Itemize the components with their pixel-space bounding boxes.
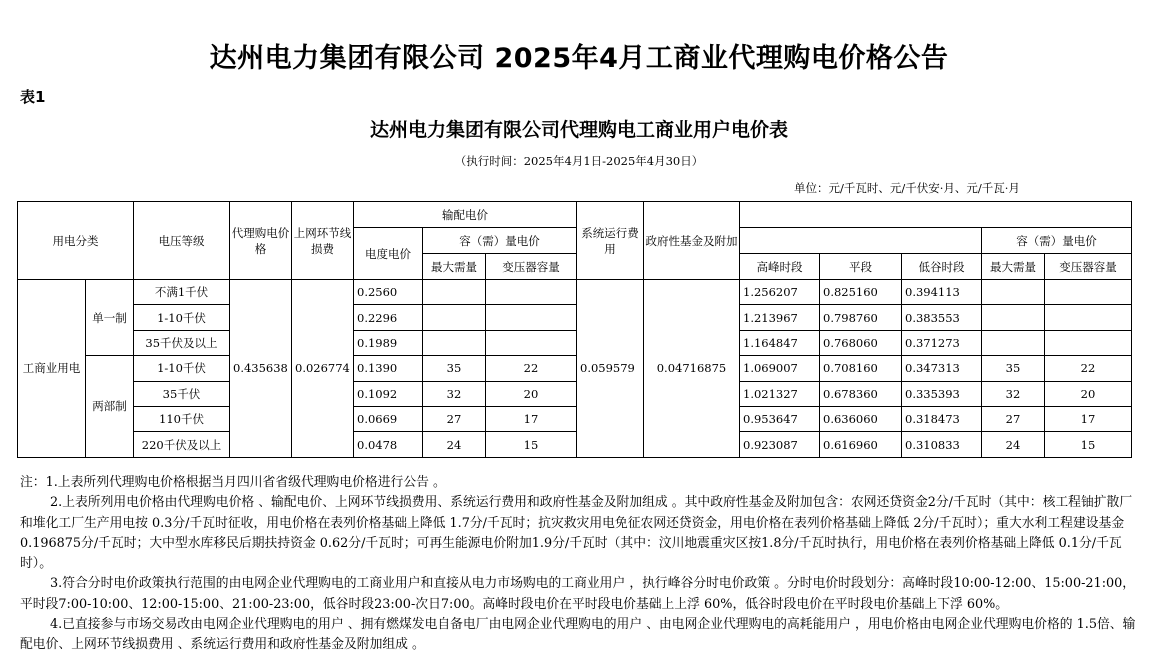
single-system-cell: 单一制: [86, 280, 134, 356]
note-2: 2.上表所列用电价格由代理购电价格 、输配电价、上网环节线损费用、系统运行费用和政府性基金及附加组成 。其中政府性基金及附加包含：农网还贷资金2分/千瓦时（其中：核工程铀扩散厂和堆化工厂生产用电按 0.3分/千瓦时征收，用电价格在表列价格基础上降低 1.7分/千瓦时；抗灾救灾用电免征农网还贷资金，用电价格在表列价格基础上降低 2分/千瓦时）；重大水利工程建设基金 0.196875分/千瓦时；大中型水库移民后期扶持资金 0.62分/千瓦时；可再生能源电价附加1.9分/千瓦时（其中：汶川地震重灾区按1.8分/千瓦时执行，用电价格在表列价格基础上降低 0.1分/千瓦时）。: [20, 495, 1133, 572]
flat-price-cell: 0.768060: [820, 330, 902, 355]
header-peak: 高峰时段: [740, 254, 820, 280]
two-part-system-cell: 两部制: [86, 356, 134, 458]
valley-price-cell: 0.310833: [902, 432, 982, 457]
max-demand-right-cell: [982, 280, 1045, 305]
max-demand-cell: [423, 305, 486, 330]
note-4: 4.已直接参与市场交易改由电网企业代理购电的用户 、拥有燃煤发电自备电厂由电网企业代理购电的用户 、由电网企业代理购电的高耗能用户 ，用电价格由电网企业代理购电价格的 1.5倍、输配电价、上网环节线损费用 、系统运行费用和政府性基金及附加组成 。: [20, 617, 1136, 653]
valley-price-cell: 0.347313: [902, 356, 982, 381]
voltage-cell: 220千伏及以上: [134, 432, 230, 457]
max-demand-cell: [423, 280, 486, 305]
header-voltage: 电压等级: [134, 202, 230, 280]
transformer-right-cell: 20: [1045, 381, 1132, 406]
max-demand-cell: 35: [423, 356, 486, 381]
header-blank-top: [740, 202, 1132, 228]
transformer-cell: 20: [486, 381, 577, 406]
header-flat: 平段: [820, 254, 902, 280]
transformer-cell: [486, 330, 577, 355]
gov-fund-cell: 0.04716875: [644, 280, 740, 458]
max-demand-right-cell: 24: [982, 432, 1045, 457]
valley-price-cell: 0.371273: [902, 330, 982, 355]
max-demand-cell: [423, 330, 486, 355]
peak-price-cell: 0.953647: [740, 406, 820, 431]
peak-price-cell: 1.069007: [740, 356, 820, 381]
peak-price-cell: 1.213967: [740, 305, 820, 330]
flat-price-cell: 0.798760: [820, 305, 902, 330]
header-grid-loss: 上网环节线损费: [292, 202, 354, 280]
flat-price-cell: 0.825160: [820, 280, 902, 305]
transformer-right-cell: 22: [1045, 356, 1132, 381]
max-demand-right-cell: [982, 330, 1045, 355]
transformer-right-cell: 17: [1045, 406, 1132, 431]
system-fee-cell: 0.059579: [577, 280, 644, 458]
transformer-cell: 15: [486, 432, 577, 457]
valley-price-cell: 0.383553: [902, 305, 982, 330]
category-cell: 工商业用电: [18, 280, 86, 458]
max-demand-cell: 27: [423, 406, 486, 431]
transformer-cell: [486, 280, 577, 305]
price-table: [17, 201, 1132, 458]
transformer-right-cell: 15: [1045, 432, 1132, 457]
valley-price-cell: 0.335393: [902, 381, 982, 406]
header-max-demand-right: 最大需量: [982, 254, 1045, 280]
peak-price-cell: 0.923087: [740, 432, 820, 457]
transformer-cell: 22: [486, 356, 577, 381]
energy-price-cell: 0.1390: [354, 356, 423, 381]
voltage-cell: 1-10千伏: [134, 305, 230, 330]
header-agent-price: 代理购电价格: [230, 202, 292, 280]
voltage-cell: 35千伏及以上: [134, 330, 230, 355]
header-transmission: 输配电价: [354, 202, 577, 228]
flat-price-cell: 0.636060: [820, 406, 902, 431]
table-title: 达州电力集团有限公司代理购电工商业用户电价表: [369, 119, 788, 141]
transformer-right-cell: [1045, 330, 1132, 355]
valley-price-cell: 0.318473: [902, 406, 982, 431]
header-gov-fund: 政府性基金及附加: [644, 202, 740, 280]
peak-price-cell: 1.256207: [740, 280, 820, 305]
transformer-right-cell: [1045, 305, 1132, 330]
header-category: 用电分类: [18, 202, 134, 280]
valley-price-cell: 0.394113: [902, 280, 982, 305]
transformer-right-cell: [1045, 280, 1132, 305]
header-transformer-right: 变压器容量: [1045, 254, 1132, 280]
voltage-cell: 1-10千伏: [134, 356, 230, 381]
agent-price-cell: 0.435638: [230, 280, 292, 458]
note-1: 注：1.上表所列代理购电价格根据当月四川省省级代理购电价格进行公告 。: [20, 475, 446, 490]
header-capacity-price: 容（需）量电价: [423, 228, 577, 254]
header-system-fee: 系统运行费用: [577, 202, 644, 280]
max-demand-right-cell: 27: [982, 406, 1045, 431]
header-energy-price: 电度电价: [354, 228, 423, 280]
flat-price-cell: 0.708160: [820, 356, 902, 381]
max-demand-right-cell: 35: [982, 356, 1045, 381]
peak-price-cell: 1.021327: [740, 381, 820, 406]
transformer-cell: 17: [486, 406, 577, 431]
energy-price-cell: 0.2560: [354, 280, 423, 305]
peak-price-cell: 1.164847: [740, 330, 820, 355]
header-blank-mid: [740, 228, 982, 254]
max-demand-cell: 32: [423, 381, 486, 406]
header-transformer: 变压器容量: [486, 254, 577, 280]
grid-loss-cell: 0.026774: [292, 280, 354, 458]
energy-price-cell: 0.2296: [354, 305, 423, 330]
transformer-cell: [486, 305, 577, 330]
unit-note: 单位：元/千瓦时、元/千伏安·月、元/千瓦·月: [794, 181, 1020, 195]
energy-price-cell: 0.1989: [354, 330, 423, 355]
voltage-cell: 110千伏: [134, 406, 230, 431]
header-valley: 低谷时段: [902, 254, 982, 280]
energy-price-cell: 0.0478: [354, 432, 423, 457]
flat-price-cell: 0.678360: [820, 381, 902, 406]
execution-period: （执行时间：2025年4月1日-2025年4月30日）: [454, 154, 704, 168]
energy-price-cell: 0.1092: [354, 381, 423, 406]
page-title: 达州电力集团有限公司 2025年4月工商业代理购电价格公告: [209, 43, 949, 74]
energy-price-cell: 0.0669: [354, 406, 423, 431]
max-demand-right-cell: 32: [982, 381, 1045, 406]
max-demand-right-cell: [982, 305, 1045, 330]
notes-section: [20, 473, 1138, 656]
header-max-demand: 最大需量: [423, 254, 486, 280]
voltage-cell: 不满1千伏: [134, 280, 230, 305]
voltage-cell: 35千伏: [134, 381, 230, 406]
header-capacity-price-right: 容（需）量电价: [982, 228, 1132, 254]
table-number-label: 表1: [20, 88, 46, 106]
flat-price-cell: 0.616960: [820, 432, 902, 457]
max-demand-cell: 24: [423, 432, 486, 457]
note-3: 3.符合分时电价政策执行范围的由电网企业代理购电的工商业用户和直接从电力市场购电的工商业用户 ，执行峰谷分时电价政策 。分时电价时段划分：高峰时段10:00-12:00、15:00-21:00，平时段7:00-10:00、12:00-15:00、21:00-23:00，低谷时段23:00-次日7:00。高峰时段电价在平时段电价基础上上浮 60%，低谷时段电价在平时段电价基础上下浮 60%。: [20, 576, 1136, 612]
